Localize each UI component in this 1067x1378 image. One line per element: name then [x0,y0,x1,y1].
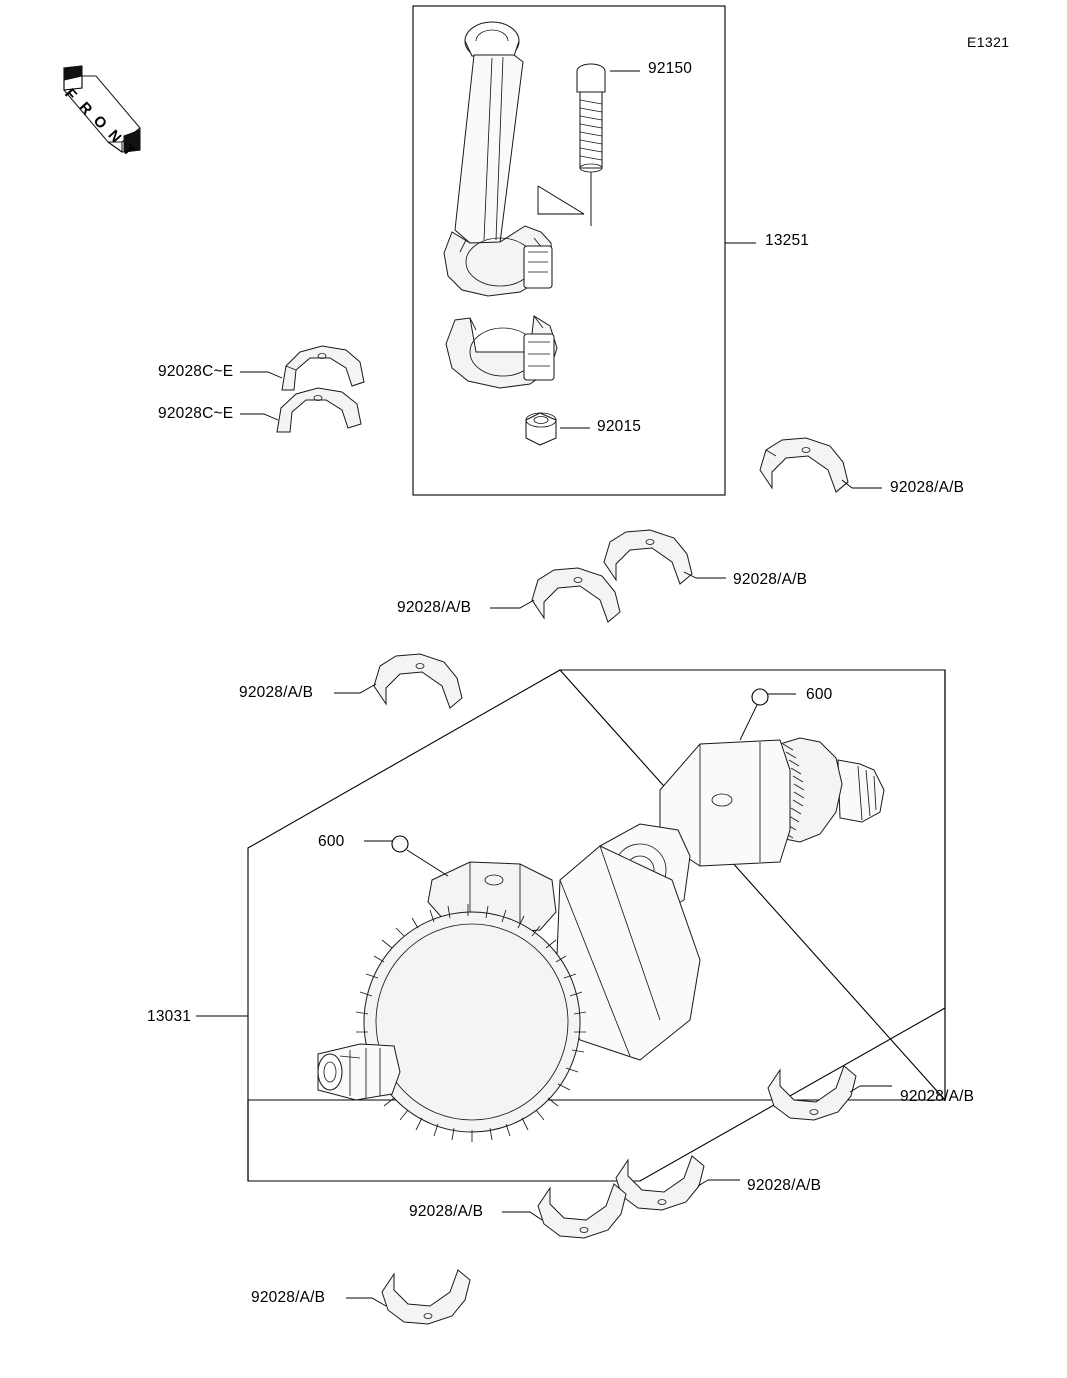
main-bearing-shell-5 [768,1066,856,1120]
crankshaft-part [318,738,884,1142]
label-92028ab-4: 92028/A/B [239,684,314,701]
front-label-letter-t: T [119,141,138,160]
label-92028ab-8: 92028/A/B [251,1289,326,1306]
diagram-id-code: E1321 [967,34,1010,50]
rod-bearing-lower-part [277,388,361,432]
label-600-lower: 600 [318,833,345,850]
label-92028ab-6: 92028/A/B [747,1177,822,1194]
label-92028ce-lower: 92028C~E [158,405,234,422]
mark-600-lower-dot [392,836,408,852]
main-bearing-shell-7 [538,1184,626,1238]
main-bearing-shell-8 [382,1270,470,1324]
rod-bearing-upper-part [282,346,364,390]
label-13031: 13031 [147,1008,192,1025]
label-92015: 92015 [597,418,642,435]
front-label-letter-r: R [75,98,96,119]
rod-bolt-part [538,64,605,226]
front-label-letter-f: F [61,85,80,104]
label-600-upper: 600 [806,686,833,703]
main-bearing-shell-2 [604,530,692,584]
label-13251: 13251 [765,232,810,249]
label-92028ce-upper: 92028C~E [158,363,234,380]
rod-nut-part [526,413,556,445]
mark-600-upper-dot [752,689,768,705]
main-bearing-shell-3 [532,568,620,622]
front-label-letter-o: O [89,112,111,133]
label-92028ab-1: 92028/A/B [890,479,965,496]
label-92028ab-7: 92028/A/B [409,1203,484,1220]
label-92150: 92150 [648,60,693,77]
label-92028ab-2: 92028/A/B [733,571,808,588]
connecting-rod-part [444,22,557,388]
label-92028ab-3: 92028/A/B [397,599,472,616]
main-bearing-shell-1 [760,438,848,492]
label-92028ab-5: 92028/A/B [900,1088,975,1105]
front-label-letter-n: N [104,126,125,147]
main-bearing-shell-4 [374,654,462,708]
main-bearing-shell-6 [616,1156,704,1210]
